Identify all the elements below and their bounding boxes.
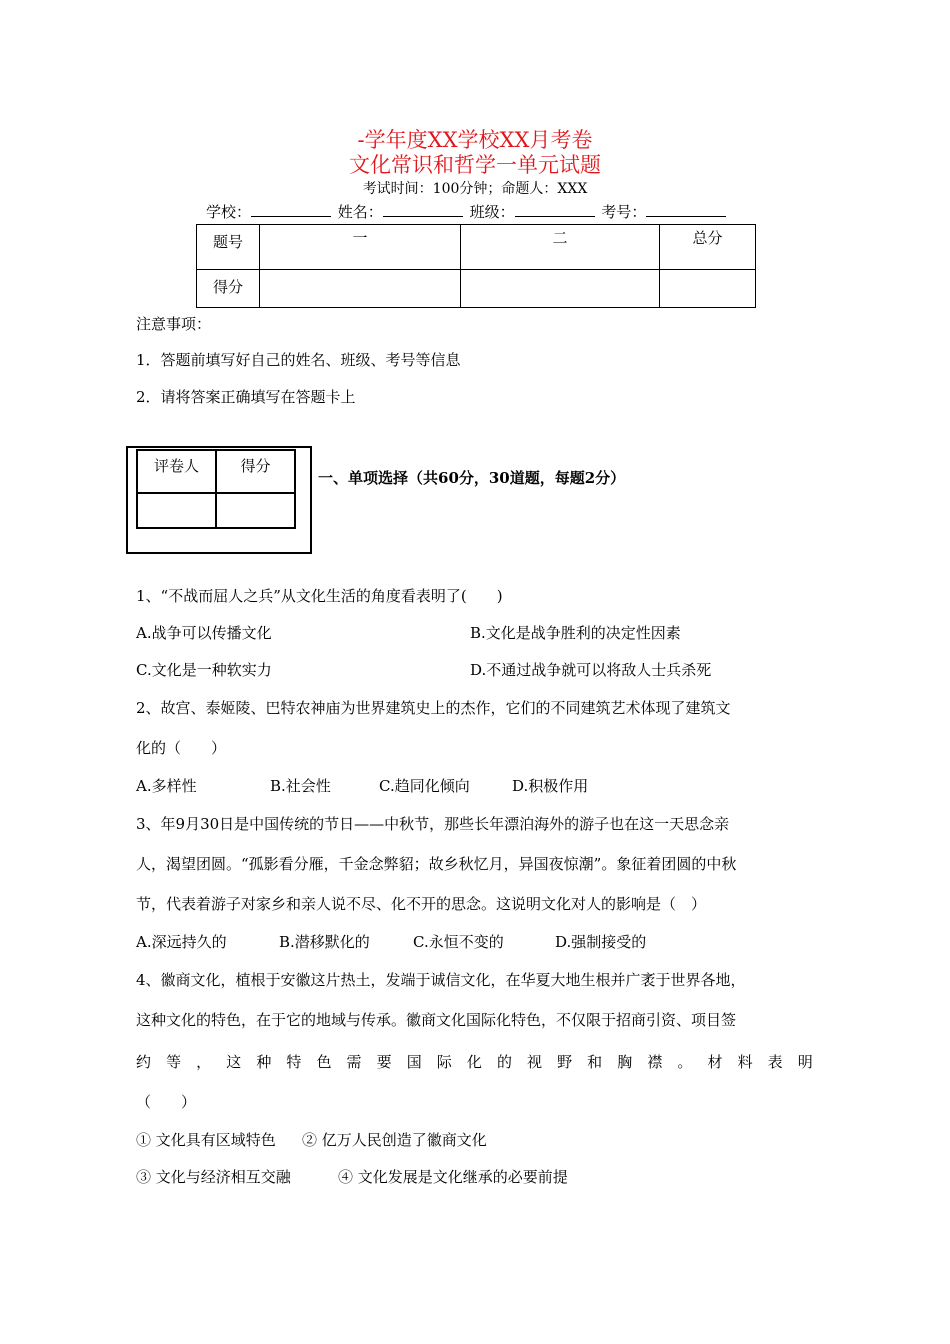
notes-heading: 注意事项：	[136, 315, 212, 333]
score-label: 得分	[197, 270, 260, 308]
q1-option-a: A.战争可以传播文化	[136, 624, 272, 642]
grader-score-cell	[216, 493, 295, 528]
justified-char: 料	[737, 1053, 753, 1071]
q1-option-b: B.文化是战争胜利的决定性因素	[470, 624, 681, 642]
q2-option-b: B.社会性	[270, 777, 331, 795]
student-info-row	[206, 201, 728, 222]
name-blank[interactable]	[383, 202, 463, 217]
score-cell-one	[260, 270, 461, 308]
justified-char: 际	[436, 1053, 452, 1071]
justified-char: 约	[136, 1053, 152, 1071]
section-title: 一、单项选择（共60分，30道题，每题2分）	[318, 469, 626, 487]
q2-option-c: C.趋同化倾向	[379, 777, 470, 795]
justified-char: 襟	[647, 1053, 663, 1071]
justified-char: 。	[677, 1053, 693, 1071]
column-one-header: 一	[260, 225, 461, 270]
justified-char: 材	[707, 1053, 723, 1071]
question-3-stem-cont: 节，代表着游子对家乡和亲人说不尽、化不开的思念。这说明文化对人的影响是（ ）	[136, 895, 707, 913]
q1-option-c: C.文化是一种软实力	[136, 661, 272, 679]
grader-header: 评卷人	[137, 450, 216, 493]
justified-char: 视	[527, 1053, 543, 1071]
question-1-stem: 1、“不战而屈人之兵”从文化生活的角度看表明了( )	[136, 587, 503, 605]
grader-table	[136, 449, 296, 529]
justified-char: 野	[557, 1053, 573, 1071]
q4-option-2: ② 亿万人民创造了徽商文化	[302, 1131, 487, 1149]
note-item: 1．答题前填写好自己的姓名、班级、考号等信息	[136, 351, 461, 369]
justified-char: 种	[256, 1053, 272, 1071]
school-blank[interactable]	[251, 202, 331, 217]
q4-option-4: ④ 文化发展是文化继承的必要前提	[338, 1168, 568, 1186]
class-label: 班级：	[469, 203, 515, 221]
question-3-stem-cont: 人，渴望团圆。“孤影看分雁，千金念弊貂；故乡秋忆月，异国夜惊潮”。象征着团圆的中秋	[136, 855, 737, 873]
justified-char: 和	[587, 1053, 603, 1071]
q2-option-a: A.多样性	[136, 777, 197, 795]
school-label: 学校：	[206, 203, 252, 221]
exam-number-blank[interactable]	[646, 202, 726, 217]
grader-score-header: 得分	[216, 450, 295, 493]
justified-char: 的	[496, 1053, 512, 1071]
justified-char: ，	[196, 1053, 212, 1071]
justified-char: 特	[286, 1053, 302, 1071]
justified-char: 这	[226, 1053, 242, 1071]
exam-number-label: 考号：	[601, 203, 647, 221]
question-4-stem: 4、徽商文化，植根于安徽这片热土，发端于诚信文化，在华夏大地生根并广袤于世界各地，	[136, 971, 746, 989]
q1-option-d: D.不通过战争就可以将敌人士兵杀死	[470, 661, 712, 679]
justified-char: 等	[166, 1053, 182, 1071]
justified-char: 国	[406, 1053, 422, 1071]
total-header: 总分	[660, 225, 756, 270]
q4-option-3: ③ 文化与经济相互交融	[136, 1168, 291, 1186]
grader-cell	[137, 493, 216, 528]
q4-option-1: ① 文化具有区域特色	[136, 1131, 276, 1149]
justified-char: 明	[797, 1053, 813, 1071]
question-2-stem: 2、故宫、泰姬陵、巴特农神庙为世界建筑史上的杰作，它们的不同建筑艺术体现了建筑文	[136, 699, 731, 717]
exam-info: 考试时间：100分钟；命题人：XXX	[362, 181, 588, 197]
question-4-stem-cont: 这种文化的特色，在于它的地域与传承。徽商文化国际化特色，不仅限于招商引资、项目签	[136, 1011, 737, 1029]
q2-option-d: D.积极作用	[512, 777, 589, 795]
justified-char: 色	[316, 1053, 332, 1071]
note-item: 2．请将答案正确填写在答题卡上	[136, 388, 356, 406]
column-two-header: 二	[461, 225, 660, 270]
question-number-label: 题号	[197, 225, 260, 270]
q3-option-a: A.深远持久的	[136, 933, 227, 951]
question-4-justified-line	[136, 1051, 813, 1072]
q3-option-d: D.强制接受的	[555, 933, 647, 951]
question-2-stem-cont: 化的（ ）	[136, 739, 227, 757]
question-4-answer-paren: （ ）	[136, 1093, 197, 1111]
exam-subtitle: 文化常识和哲学一单元试题	[349, 153, 601, 177]
name-label: 姓名：	[337, 203, 383, 221]
score-table	[196, 224, 756, 308]
q3-option-b: B.潜移默化的	[279, 933, 370, 951]
justified-char: 胸	[617, 1053, 633, 1071]
justified-char: 化	[466, 1053, 482, 1071]
justified-char: 表	[767, 1053, 783, 1071]
exam-title: -学年度XX学校XX月考卷	[357, 128, 593, 152]
class-blank[interactable]	[515, 202, 595, 217]
justified-char: 需	[346, 1053, 362, 1071]
score-cell-two	[461, 270, 660, 308]
score-cell-total	[660, 270, 756, 308]
q3-option-c: C.永恒不变的	[413, 933, 504, 951]
question-3-stem: 3、年9月30日是中国传统的节日——中秋节，那些长年漂泊海外的游子也在这一天思念亲	[136, 815, 730, 833]
justified-char: 要	[376, 1053, 392, 1071]
